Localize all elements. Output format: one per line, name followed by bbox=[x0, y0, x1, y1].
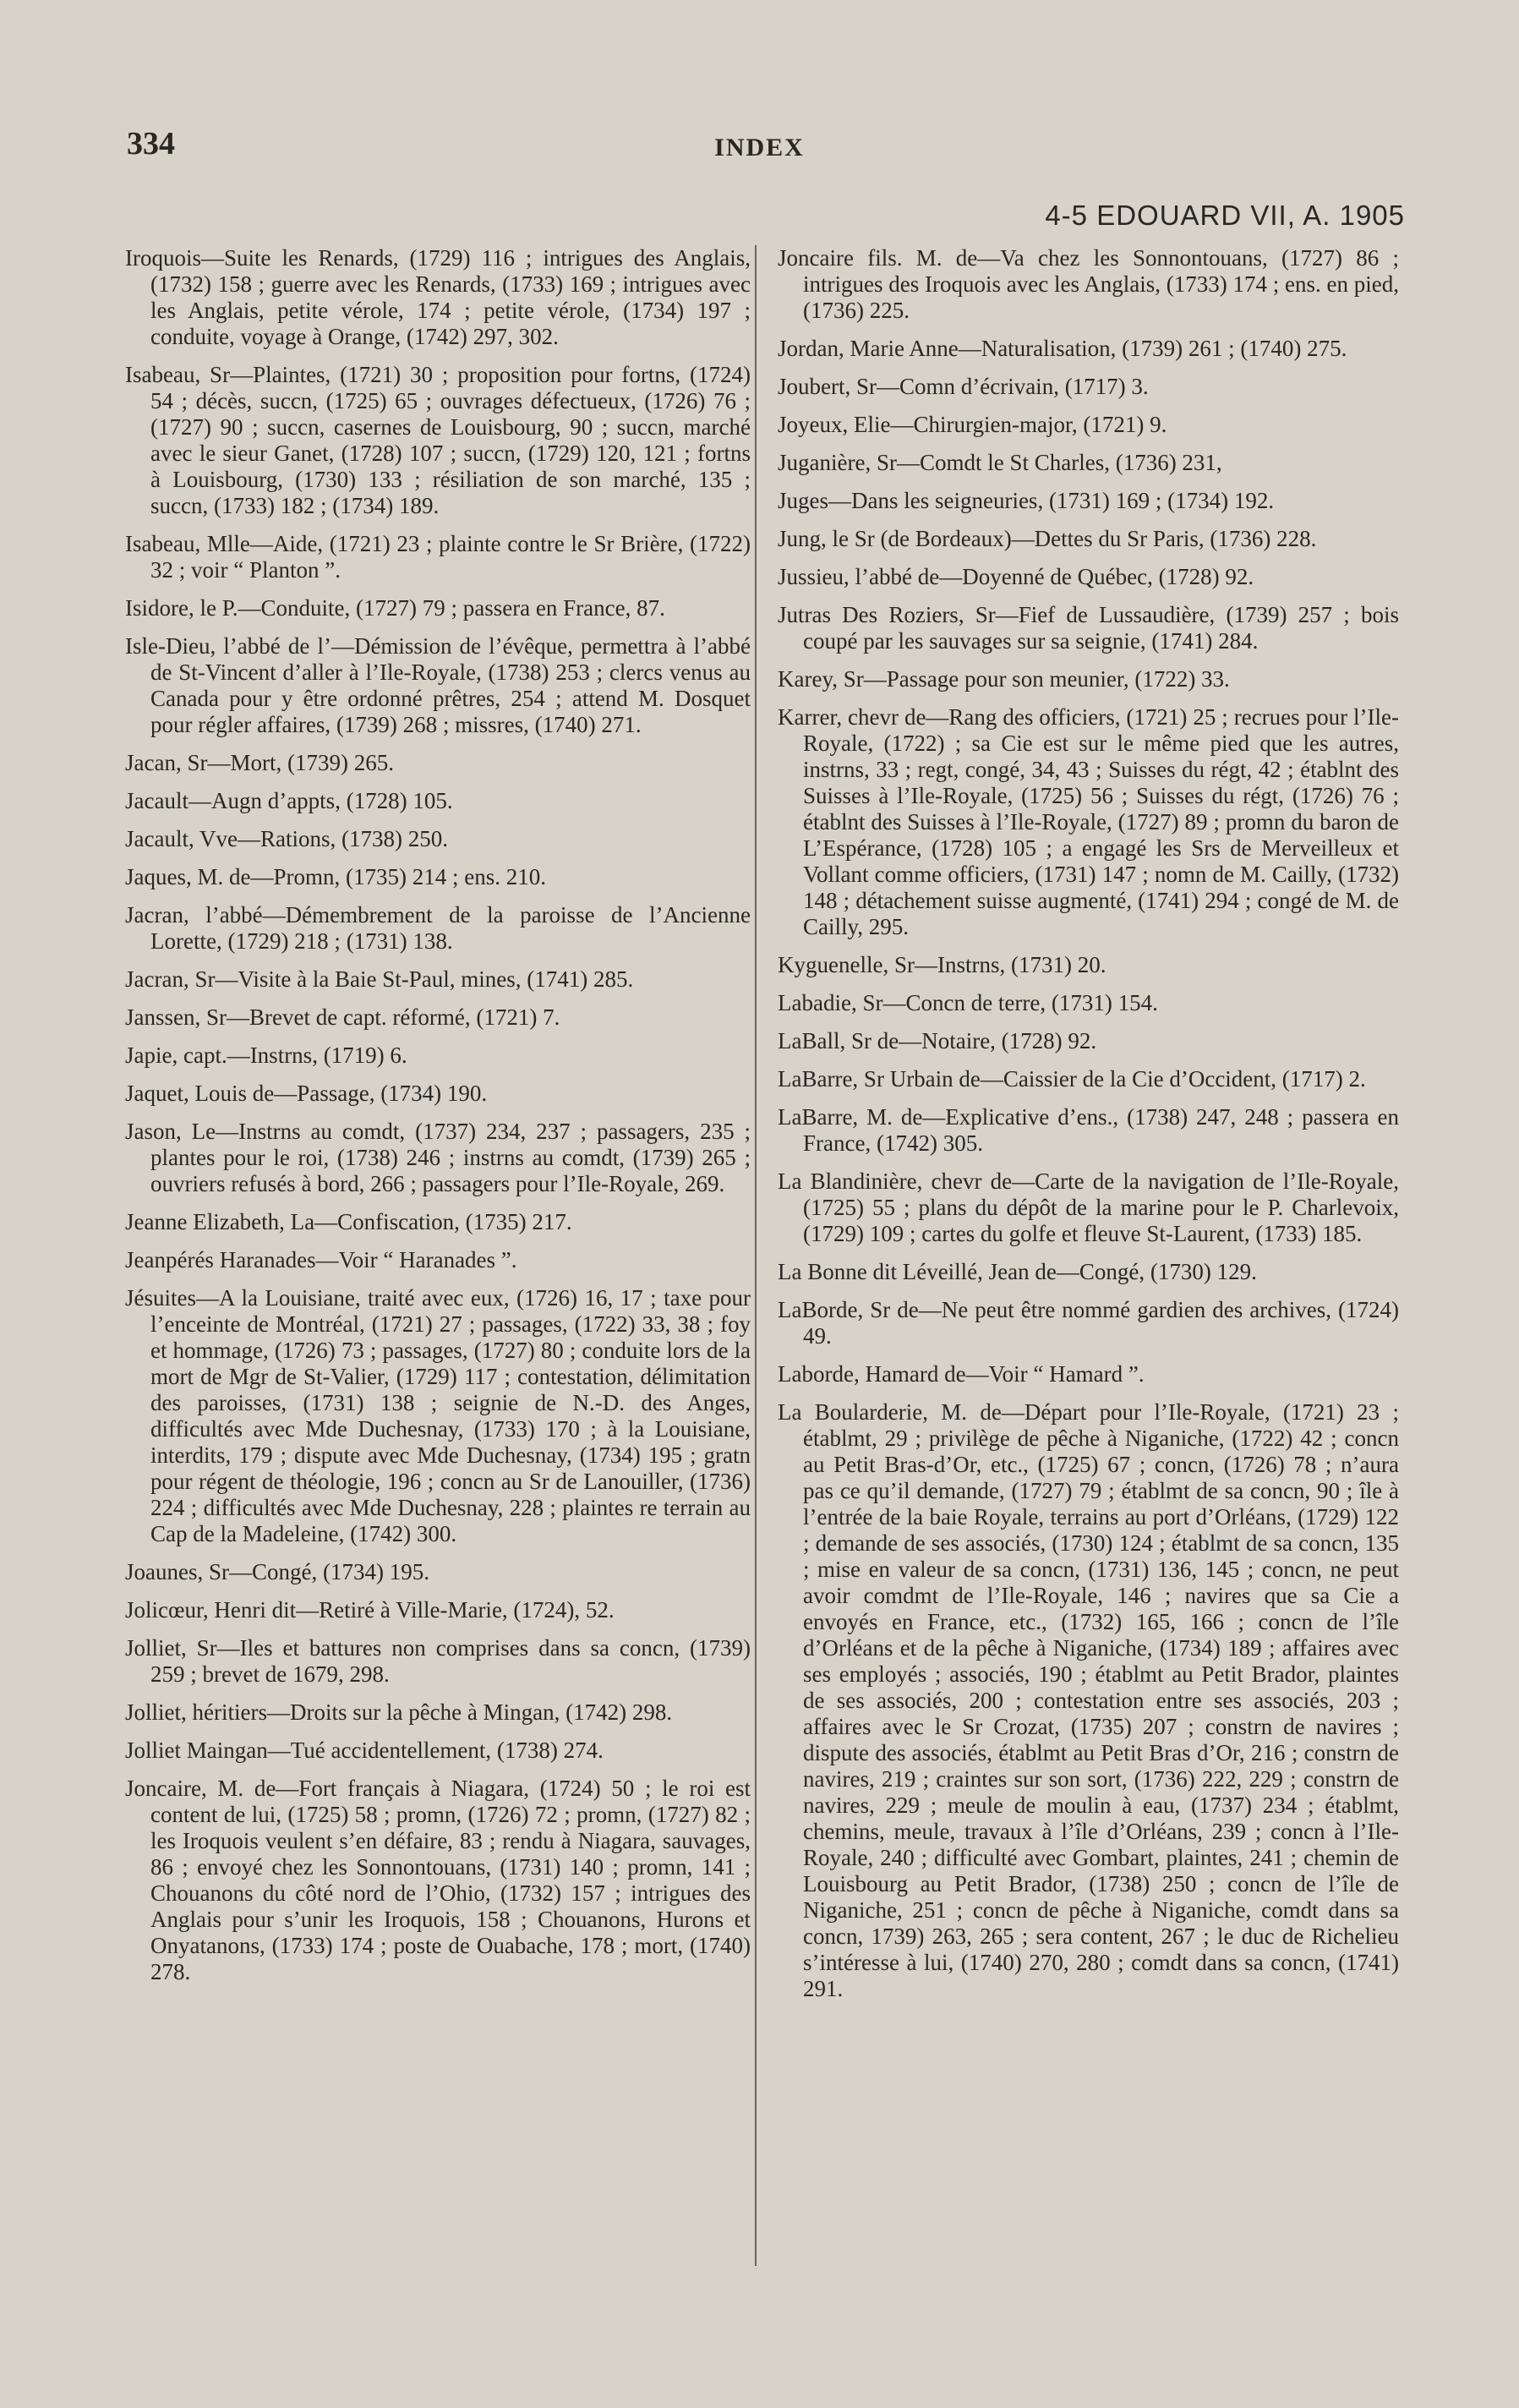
index-entry: Jacran, l’abbé—Démembrement de la paroisse de l’Ancienne Lorette, (1729) 218 ; (1731) 138. bbox=[125, 902, 751, 954]
index-entry: Jacran, Sr—Visite à la Baie St-Paul, mines, (1741) 285. bbox=[125, 966, 634, 992]
index-entry: Karey, Sr—Passage pour son meunier, (1722) 33. bbox=[778, 666, 1230, 692]
index-entry: Jésuites—A la Louisiane, traité avec eux, (1726) 16, 17 ; taxe pour l’enceinte de Montréal, (1721) 27 ; passages, (1722) 33, 38 ; foy et hommage, (1726) 73 ; passages, (1727) 80 ; conduite lors de la mort de Mgr de St-Valier, (1729) 117 ; contestation, délimitation des paroisses, (1731) 138 ; seignie de N.-D. des Anges, difficultés avec Mde Duchesnay, (1733) 170 ; à la Louisiane, interdits, 179 ; dispute avec Mde Duchesnay, (1734) 195 ; gratn pour régent de théologie, 196 ; concn au Sr de Lanouiller, (1736) 224 ; difficultés avec Mde Duchesnay, 228 ; plaintes re terrain au Cap de la Madeleine, (1742) 300. bbox=[125, 1285, 751, 1546]
running-head: INDEX bbox=[714, 134, 805, 161]
index-entry: Jolliet, Sr—Iles et battures non comprises dans sa concn, (1739) 259 ; brevet de 1679, 298. bbox=[125, 1635, 751, 1687]
column-divider bbox=[755, 245, 757, 2266]
index-entry: Juganière, Sr—Comdt le St Charles, (1736) 231, bbox=[778, 450, 1222, 475]
index-entry: Joncaire fils. M. de—Va chez les Sonnontouans, (1727) 86 ; intrigues des Iroquois avec les Anglais, (1733) 174 ; ens. en pied, (1736) 225. bbox=[778, 245, 1399, 323]
index-entry: Jolliet Maingan—Tué accidentellement, (1738) 274. bbox=[125, 1738, 604, 1763]
index-entry: Joncaire, M. de—Fort français à Niagara, (1724) 50 ; le roi est content de lui, (1725) 58 ; promn, (1726) 72 ; promn, (1727) 82 ; les Iroquois veulent s’en défaire, 83 ; rendu à Niagara, sauvages, 86 ; envoyé chez les Sonnontouans, (1731) 140 ; promn, 141 ; Chouanons du côté nord de l’Ohio, (1732) 157 ; intrigues des Anglais pour s’unir les Iroquois, 158 ; Chouanons, Hurons et Onyatanons, (1733) 174 ; poste de Ouabache, 178 ; mort, (1740) 278. bbox=[125, 1776, 751, 1984]
index-entry: Jeanne Elizabeth, La—Confiscation, (1735) 217. bbox=[125, 1209, 572, 1234]
index-entry: Jason, Le—Instrns au comdt, (1737) 234, 237 ; passagers, 235 ; plantes pour le roi, (1738) 246 ; instrns au comdt, (1739) 265 ; ouvriers refusés à bord, 266 ; passagers pour l’Ile-Royale, 269. bbox=[125, 1119, 751, 1196]
index-entry: Joaunes, Sr—Congé, (1734) 195. bbox=[125, 1559, 429, 1584]
index-entry: Joyeux, Elie—Chirurgien-major, (1721) 9. bbox=[778, 412, 1167, 437]
right-column bbox=[778, 245, 1399, 2014]
index-entry: Jacan, Sr—Mort, (1739) 265. bbox=[125, 750, 394, 775]
index-entry: Jung, le Sr (de Bordeaux)—Dettes du Sr Paris, (1736) 228. bbox=[778, 526, 1317, 551]
index-entry: Karrer, chevr de—Rang des officiers, (1721) 25 ; recrues pour l’Ile-Royale, (1722) ; sa Cie est sur le même pied que les autres, instrns, 33 ; regt, congé, 34, 43 ; Suisses du régt, 42 ; établnt des Suisses à l’Ile-Royale, (1725) 56 ; Suisses du régt, (1726) 76 ; établnt des Suisses à l’Ile-Royale, (1727) 89 ; promn du baron de L’Espérance, (1728) 105 ; a engagé les Srs de Merveilleux et Vollant comme officiers, (1731) 147 ; nomn de M. Cailly, (1732) 148 ; détachement suisse augmenté, (1741) 294 ; congé de M. de Cailly, 295. bbox=[778, 704, 1399, 939]
index-entry: LaBarre, Sr Urbain de—Caissier de la Cie d’Occident, (1717) 2. bbox=[778, 1066, 1366, 1092]
index-entry: Jolliet, héritiers—Droits sur la pêche à Mingan, (1742) 298. bbox=[125, 1699, 673, 1725]
index-entry: Isidore, le P.—Conduite, (1727) 79 ; passera en France, 87. bbox=[125, 595, 665, 621]
index-entry: Isle-Dieu, l’abbé de l’—Démission de l’évêque, permettra à l’abbé de St-Vincent d’aller à l’Ile-Royale, (1738) 253 ; clercs venus au Canada pour y être ordonné prêtres, 254 ; attend M. Dosquet pour régler affaires, (1739) 268 ; missres, (1740) 271. bbox=[125, 633, 751, 737]
index-entry: Isabeau, Sr—Plaintes, (1721) 30 ; proposition pour fortns, (1724) 54 ; décès, succn, (1725) 65 ; ouvrages défectueux, (1726) 76 ; (1727) 90 ; succn, casernes de Louisbourg, 90 ; succn, marché avec le sieur Ganet, (1728) 107 ; succn, (1729) 120, 121 ; fortns à Louisbourg, (1730) 133 ; résiliation de son marché, 135 ; succn, (1733) 182 ; (1734) 189. bbox=[125, 362, 751, 518]
index-entry: Japie, capt.—Instrns, (1719) 6. bbox=[125, 1043, 407, 1068]
index-entry: Joubert, Sr—Comn d’écrivain, (1717) 3. bbox=[778, 374, 1149, 399]
index-entry: Janssen, Sr—Brevet de capt. réformé, (1721) 7. bbox=[125, 1004, 560, 1030]
left-column bbox=[125, 245, 751, 1997]
index-entry: La Bonne dit Léveillé, Jean de—Congé, (1730) 129. bbox=[778, 1259, 1257, 1284]
index-entry: Juges—Dans les seigneuries, (1731) 169 ; (1734) 192. bbox=[778, 488, 1275, 513]
index-entry: Kyguenelle, Sr—Instrns, (1731) 20. bbox=[778, 952, 1106, 977]
index-entry: LaBarre, M. de—Explicative d’ens., (1738) 247, 248 ; passera en France, (1742) 305. bbox=[778, 1104, 1399, 1156]
index-entry: LaBall, Sr de—Notaire, (1728) 92. bbox=[778, 1028, 1097, 1054]
index-entry: Jutras Des Roziers, Sr—Fief de Lussaudière, (1739) 257 ; bois coupé par les sauvages sur sa seignie, (1741) 284. bbox=[778, 602, 1399, 654]
index-entry: Jordan, Marie Anne—Naturalisation, (1739) 261 ; (1740) 275. bbox=[778, 336, 1347, 361]
index-entry: Jaquet, Louis de—Passage, (1734) 190. bbox=[125, 1081, 488, 1106]
index-entry: Jacault—Augn d’appts, (1728) 105. bbox=[125, 788, 453, 813]
index-entry: Isabeau, Mlle—Aide, (1721) 23 ; plainte contre le Sr Brière, (1722) 32 ; voir “ Planton ”. bbox=[125, 531, 751, 583]
index-entry: Laborde, Hamard de—Voir “ Hamard ”. bbox=[778, 1361, 1145, 1387]
index-entry: Iroquois—Suite les Renards, (1729) 116 ; intrigues des Anglais, (1732) 158 ; guerre avec les Renards, (1733) 169 ; intrigues avec les Anglais, petite vérole, 174 ; petite vérole, (1734) 197 ; conduite, voyage à Orange, (1742) 297, 302. bbox=[125, 245, 751, 349]
index-entry: Jolicœur, Henri dit—Retiré à Ville-Marie, (1724), 52. bbox=[125, 1597, 615, 1623]
index-entry: LaBorde, Sr de—Ne peut être nommé gardien des archives, (1724) 49. bbox=[778, 1297, 1399, 1349]
index-entry: Labadie, Sr—Concn de terre, (1731) 154. bbox=[778, 990, 1158, 1015]
index-entry: Jaques, M. de—Promn, (1735) 214 ; ens. 210. bbox=[125, 864, 546, 889]
index-entry: Jacault, Vve—Rations, (1738) 250. bbox=[125, 826, 448, 851]
page-number: 334 bbox=[127, 126, 175, 161]
index-entry: Jeanpérés Haranades—Voir “ Haranades ”. bbox=[125, 1247, 517, 1272]
session-label: 4-5 EDOUARD VII, A. 1905 bbox=[1045, 200, 1405, 231]
index-entry: La Boularderie, M. de—Départ pour l’Ile-Royale, (1721) 23 ; établmt, 29 ; privilège de pêche à Niganiche, (1722) 42 ; concn au Petit Bras-d’Or, etc., (1725) 67 ; concn, (1726) 78 ; n’aura pas ce qu’il demande, (1727) 79 ; établmt de sa concn, 90 ; île à l’entrée de la baie Royale, terrains au port d’Orléans, (1729) 122 ; demande de ses associés, (1730) 124 ; établmt de sa concn, 135 ; mise en valeur de sa concn, (1731) 136, 145 ; concn, ne peut avoir comdmt de l’Ile-Royale, 146 ; navires que sa Cie a envoyés en France, etc., (1732) 165, 166 ; concn de l’île d’Orléans et de la pêche à Niganiche, (1734) 189 ; affaires avec ses employés ; associés, 190 ; établmt au Petit Brador, plaintes de ses associés, 200 ; contestation entre ses associés, 203 ; affaires avec le Sr Crozat, (1735) 207 ; constrn de navires ; dispute des associés, établmt au Petit Bras d’Or, 216 ; constrn de navires, 219 ; craintes sur son sort, (1736) 222, 229 ; constrn de navires, 229 ; meule de moulin à eau, (1737) 234 ; établmt, chemins, meule, travaux à l’île d’Orléans, 239 ; concn à l’Ile-Royale, 240 ; difficulté avec Gombart, plaintes, 241 ; chemin de Louisbourg au Petit Brador, (1738) 250 ; concn de l’île de Niganiche, 251 ; concn de pêche à Niganiche, comdt dans sa concn, 1739) 263, 265 ; sera content, 267 ; le duc de Richelieu s’intéresse à lui, (1740) 270, 280 ; comdt dans sa concn, (1741) 291. bbox=[778, 1399, 1399, 2001]
index-entry: La Blandinière, chevr de—Carte de la navigation de l’Ile-Royale, (1725) 55 ; plans du dépôt de la marine pour le P. Charlevoix, (1729) 109 ; cartes du golfe et fleuve St-Laurent, (1733) 185. bbox=[778, 1168, 1399, 1246]
index-entry: Jussieu, l’abbé de—Doyenné de Québec, (1728) 92. bbox=[778, 564, 1254, 589]
